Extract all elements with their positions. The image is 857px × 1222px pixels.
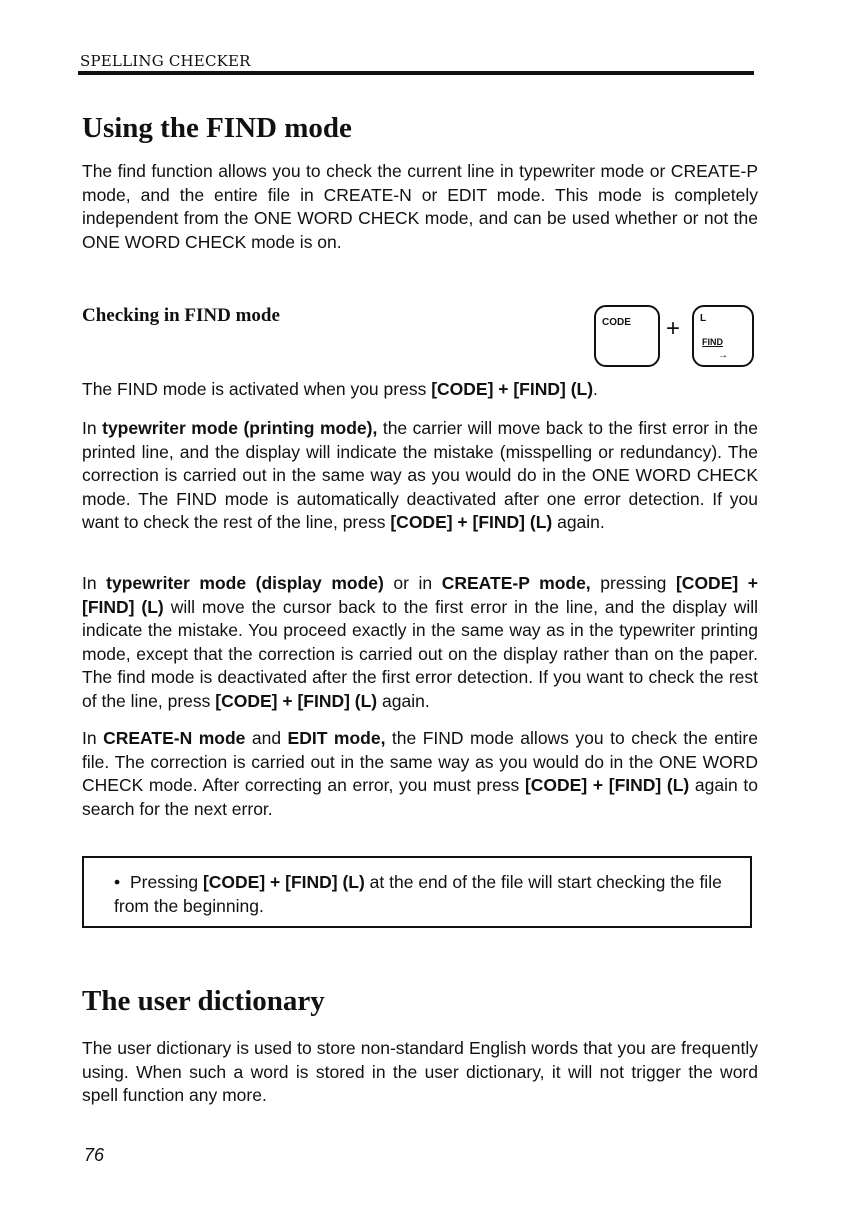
td-middle: or in bbox=[383, 573, 442, 593]
activate-keys: [CODE] + [FIND] (L) bbox=[431, 379, 594, 399]
td-keys: [CODE] + [FIND] (L) bbox=[82, 573, 758, 617]
note-box bbox=[82, 856, 752, 928]
ce-middle: and bbox=[245, 728, 288, 748]
find-key-label: FIND bbox=[702, 337, 723, 347]
activate-end: . bbox=[593, 379, 598, 399]
td-lead: In bbox=[82, 573, 107, 593]
section-title-user-dictionary: The user dictionary bbox=[82, 985, 325, 1017]
header-rule bbox=[78, 71, 754, 75]
section-title-find-mode: Using the FIND mode bbox=[82, 112, 352, 144]
ce-end: again to search for the next error. bbox=[82, 775, 758, 819]
td-end: again. bbox=[377, 690, 430, 711]
activate-text: The FIND mode is activated when you press bbox=[82, 379, 432, 399]
user-dictionary-paragraph: The user dictionary is used to store non-standard English words that you are frequently using. When such a word is stored in the user dictionary, it will not trigger the word spell function any more. bbox=[82, 1038, 758, 1105]
page-number: 76 bbox=[84, 1145, 105, 1165]
typewriter-display-paragraph bbox=[82, 572, 758, 713]
td-text: pressing bbox=[590, 573, 676, 593]
note-lead: Pressing bbox=[130, 872, 203, 892]
tp-end: again. bbox=[552, 512, 605, 532]
bullet-icon: • bbox=[114, 872, 121, 892]
ce-mode2: EDIT mode, bbox=[287, 728, 386, 748]
td-text2: will move the cursor back to the first error in the line, and the display will indicate the mistake. You proceed exactly in the same way as in the typewriter printing mode, except that the correction is carried out on the display rather than on the paper. The find mode is deactivated after the first error detection. If you want to check the rest of the line, press bbox=[82, 596, 758, 711]
tp-lead: In bbox=[82, 418, 103, 438]
key-combination-graphic bbox=[592, 303, 758, 373]
intro-paragraph: The find function allows you to check the current line in typewriter mode or CREATE-P mode, and the entire file in CREATE-N or EDIT mode. This mode is completely independent from the ONE WORD CHECK mode, and can be used whether or not the ONE WORD CHECK mode is on. bbox=[82, 161, 758, 252]
activate-paragraph bbox=[82, 378, 758, 402]
code-key-label: CODE bbox=[602, 317, 631, 328]
plus-sign: + bbox=[666, 315, 681, 342]
note-text bbox=[114, 871, 734, 918]
ce-mode: CREATE-N mode bbox=[103, 728, 246, 748]
l-key-label: L bbox=[700, 313, 707, 324]
arrow-right-icon: → bbox=[718, 350, 728, 361]
tp-text: the carrier will move back to the first error in the printed line, and the display will indicate the mistake (misspelling or redundancy). The correction is carried out in the same way as you would do in the ONE WORD CHECK mode. The FIND mode is automatically deactivated after one error detection. If you want to check the rest of the line, press bbox=[82, 418, 758, 532]
tp-keys: [CODE] + [FIND] (L) bbox=[390, 512, 553, 532]
td-mode: typewriter mode (display mode) bbox=[106, 573, 384, 593]
find-key-icon bbox=[692, 305, 754, 367]
ce-lead: In bbox=[82, 728, 104, 748]
subheading-checking-find: Checking in FIND mode bbox=[82, 305, 280, 326]
note-keys: [CODE] + [FIND] (L) bbox=[202, 872, 365, 892]
create-edit-paragraph bbox=[82, 727, 758, 821]
ce-keys: [CODE] + [FIND] (L) bbox=[524, 775, 690, 795]
typewriter-printing-paragraph bbox=[82, 417, 758, 535]
td-keys2: [CODE] + [FIND] (L) bbox=[215, 690, 378, 711]
tp-mode: typewriter mode (printing mode), bbox=[102, 418, 378, 438]
td-mode2: CREATE-P mode, bbox=[441, 573, 591, 593]
running-header: SPELLING CHECKER bbox=[80, 52, 251, 70]
note-end: at the end of the file will start checking the file from the beginning. bbox=[114, 872, 722, 916]
ce-text: the FIND mode allows you to check the entire file. The correction is carried out in the same way as you would do in the ONE WORD CHECK mode. After correcting an error, you must press bbox=[82, 728, 758, 795]
code-key-icon bbox=[594, 305, 660, 367]
